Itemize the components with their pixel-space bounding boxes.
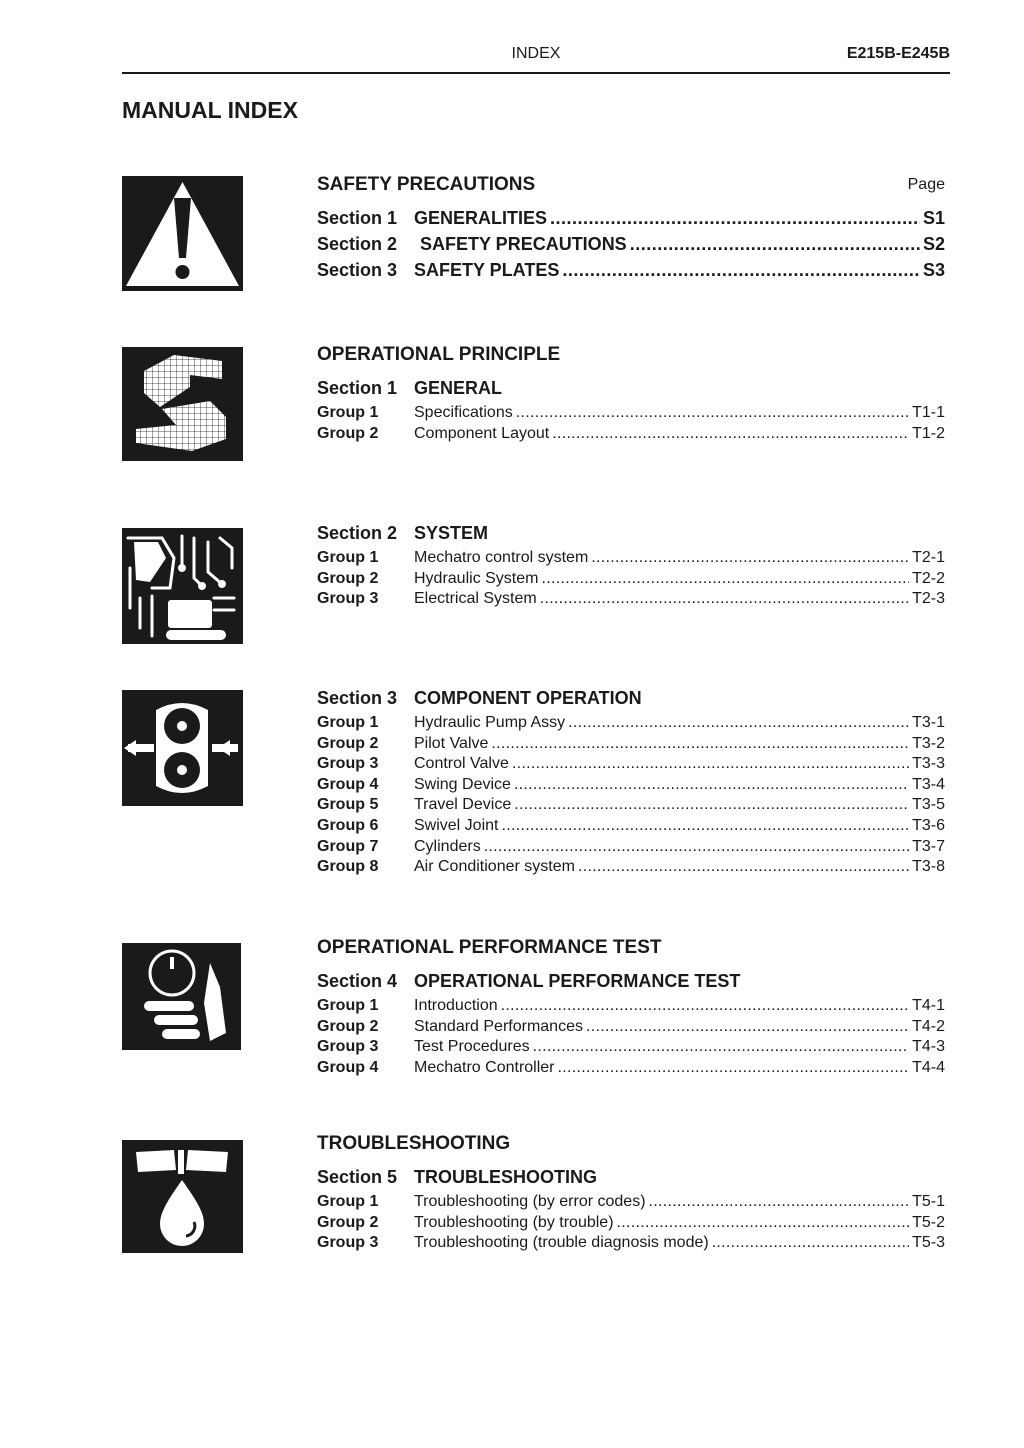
toc-row[interactable]: Group 1 Introduction ..... T4-1 [317, 997, 945, 1018]
component-operation-block [317, 688, 945, 879]
toc-row[interactable]: Section 2 SAFETY PRECAUTIONS ..... S2 [317, 234, 945, 260]
toc-row[interactable]: Group 1 Mechatro control system ..... T2-1 [317, 549, 945, 570]
troubleshooting-title: TROUBLESHOOTING [317, 1133, 511, 1154]
toc-row[interactable]: Section 3 SAFETY PLATES ..... S3 [317, 260, 945, 286]
toc-row[interactable]: Group 1 Hydraulic Pump Assy ..... T3-1 [317, 714, 945, 735]
troubleshooting-block [317, 1133, 945, 1255]
toc-row[interactable]: Group 8 Air Conditioner system ..... T3-8 [317, 858, 945, 879]
gear-pump-icon [122, 690, 243, 806]
page-header [122, 44, 950, 74]
section-heading: Section 3 COMPONENT OPERATION [317, 688, 642, 708]
toc-row[interactable]: Group 7 Cylinders ..... T3-7 [317, 838, 945, 859]
toc-row[interactable]: Group 3 Control Valve ..... T3-3 [317, 755, 945, 776]
toc-row[interactable]: Group 3 Troubleshooting (trouble diagnosis mode) ..... T5-3 [317, 1234, 945, 1255]
performance-test-block [317, 937, 945, 1079]
section-heading: Section 4 OPERATIONAL PERFORMANCE TEST [317, 971, 741, 991]
safety-block [317, 174, 945, 286]
section-heading: Section 2 SYSTEM [317, 523, 489, 543]
gauge-hand-icon [122, 943, 241, 1050]
safety-title: SAFETY PRECAUTIONS [317, 174, 536, 195]
section-heading: Section 1 GENERAL [317, 378, 503, 398]
section-heading: Section 5 TROUBLESHOOTING [317, 1167, 597, 1187]
system-block [317, 523, 945, 611]
toc-row[interactable]: Group 2 Troubleshooting (by trouble) ..... T5-2 [317, 1214, 945, 1235]
cube-grid-icon [122, 347, 243, 461]
page-title: MANUAL INDEX [122, 97, 298, 123]
toc-row[interactable]: Group 3 Test Procedures ..... T4-3 [317, 1038, 945, 1059]
toc-row[interactable]: Group 2 Pilot Valve ..... T3-2 [317, 735, 945, 756]
warning-triangle-icon [122, 176, 243, 291]
operational-principle-title: OPERATIONAL PRINCIPLE [317, 344, 561, 365]
toc-row[interactable]: Group 4 Swing Device ..... T3-4 [317, 776, 945, 797]
operational-principle-block [317, 344, 945, 445]
header-section: INDEX [511, 45, 561, 62]
toc-row[interactable]: Group 6 Swivel Joint ..... T3-6 [317, 817, 945, 838]
toc-row[interactable]: Group 1 Troubleshooting (by error codes) ..... T5-1 [317, 1193, 945, 1214]
performance-test-title: OPERATIONAL PERFORMANCE TEST [317, 937, 662, 958]
page-column-label: Page [907, 176, 945, 193]
circuit-excavator-icon [122, 528, 243, 644]
toc-row[interactable]: Group 2 Hydraulic System ..... T2-2 [317, 570, 945, 591]
toc-row[interactable]: Group 3 Electrical System ..... T2-3 [317, 590, 945, 611]
header-model: E215B-E245B [846, 45, 950, 62]
toc-row[interactable]: Section 1 GENERALITIES ..... S1 [317, 208, 945, 234]
toc-row[interactable]: Group 5 Travel Device ..... T3-5 [317, 796, 945, 817]
toc-row[interactable]: Group 1 Specifications ..... T1-1 [317, 404, 945, 425]
toc-row[interactable]: Group 4 Mechatro Controller ..... T4-4 [317, 1059, 945, 1080]
toc-row[interactable]: Group 2 Standard Performances ..... T4-2 [317, 1018, 945, 1039]
oil-drop-icon [122, 1140, 243, 1253]
toc-row[interactable]: Group 2 Component Layout ..... T1-2 [317, 425, 945, 446]
